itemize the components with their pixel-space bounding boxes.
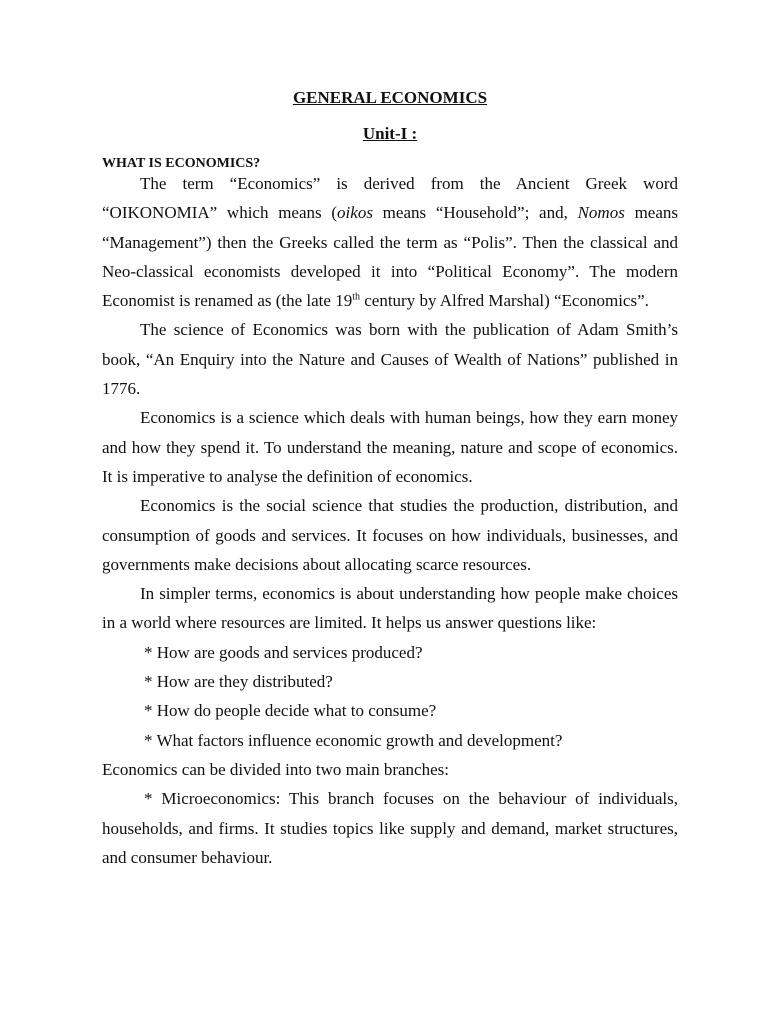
paragraph-etymology <box>102 169 678 315</box>
branch-microeconomics: * Microeconomics: This branch focuses on the behaviour of individuals, households, and firms. It studies topics like supply and demand, market structures, and consumer behaviour. <box>102 789 678 867</box>
branches-intro: Economics can be divided into two main branches: <box>102 759 449 779</box>
question-item: * How do people decide what to consume? <box>144 701 437 721</box>
p1-nomos: Nomos <box>577 203 625 223</box>
p1-oikos: oikos <box>337 203 373 223</box>
p1-superscript: th <box>352 291 360 303</box>
question-item: * What factors influence economic growth and development? <box>144 730 563 750</box>
p1-text-d: century by Alfred Marshal) “Economics”. <box>359 291 649 311</box>
paragraph-definition: Economics is a science which deals with human beings, how they earn money and how they spend it. To understand the meaning, nature and scope of economics. It is imperative to analyse the definition of economics. <box>102 408 678 486</box>
p1-text-c: means “Management”) then the Greeks called the term as “Polis”. Then the classical and Neo-classical economists developed it into “Political Economy”. The modern Economist is renamed as (the late 19 <box>102 203 678 311</box>
section-heading: WHAT IS ECONOMICS? <box>102 156 261 171</box>
question-item: * How are goods and services produced? <box>144 642 423 662</box>
question-item: * How are they distributed? <box>144 672 333 692</box>
body-text <box>102 169 678 872</box>
document-title: GENERAL ECONOMICS <box>292 88 488 107</box>
paragraph-simpler-terms: In simpler terms, economics is about understanding how people make choices in a world where resources are limited. It helps us answer questions like: <box>102 584 678 633</box>
paragraph-social-science: Economics is the social science that studies the production, distribution, and consumption of goods and services. It focuses on how individuals, businesses, and governments make decisions about allocating scarce resources. <box>102 496 678 574</box>
paragraph-adam-smith: The science of Economics was born with the publication of Adam Smith’s book, “An Enquiry into the Nature and Causes of Wealth of Nations” published in 1776. <box>102 320 678 399</box>
unit-heading: Unit-I : <box>362 124 418 143</box>
p1-text-b: means “Household”; and, <box>372 203 578 223</box>
p1-text-a: The term “Economics” is derived from the Ancient Greek word “OIKONOMIA” which means ( <box>102 174 678 223</box>
